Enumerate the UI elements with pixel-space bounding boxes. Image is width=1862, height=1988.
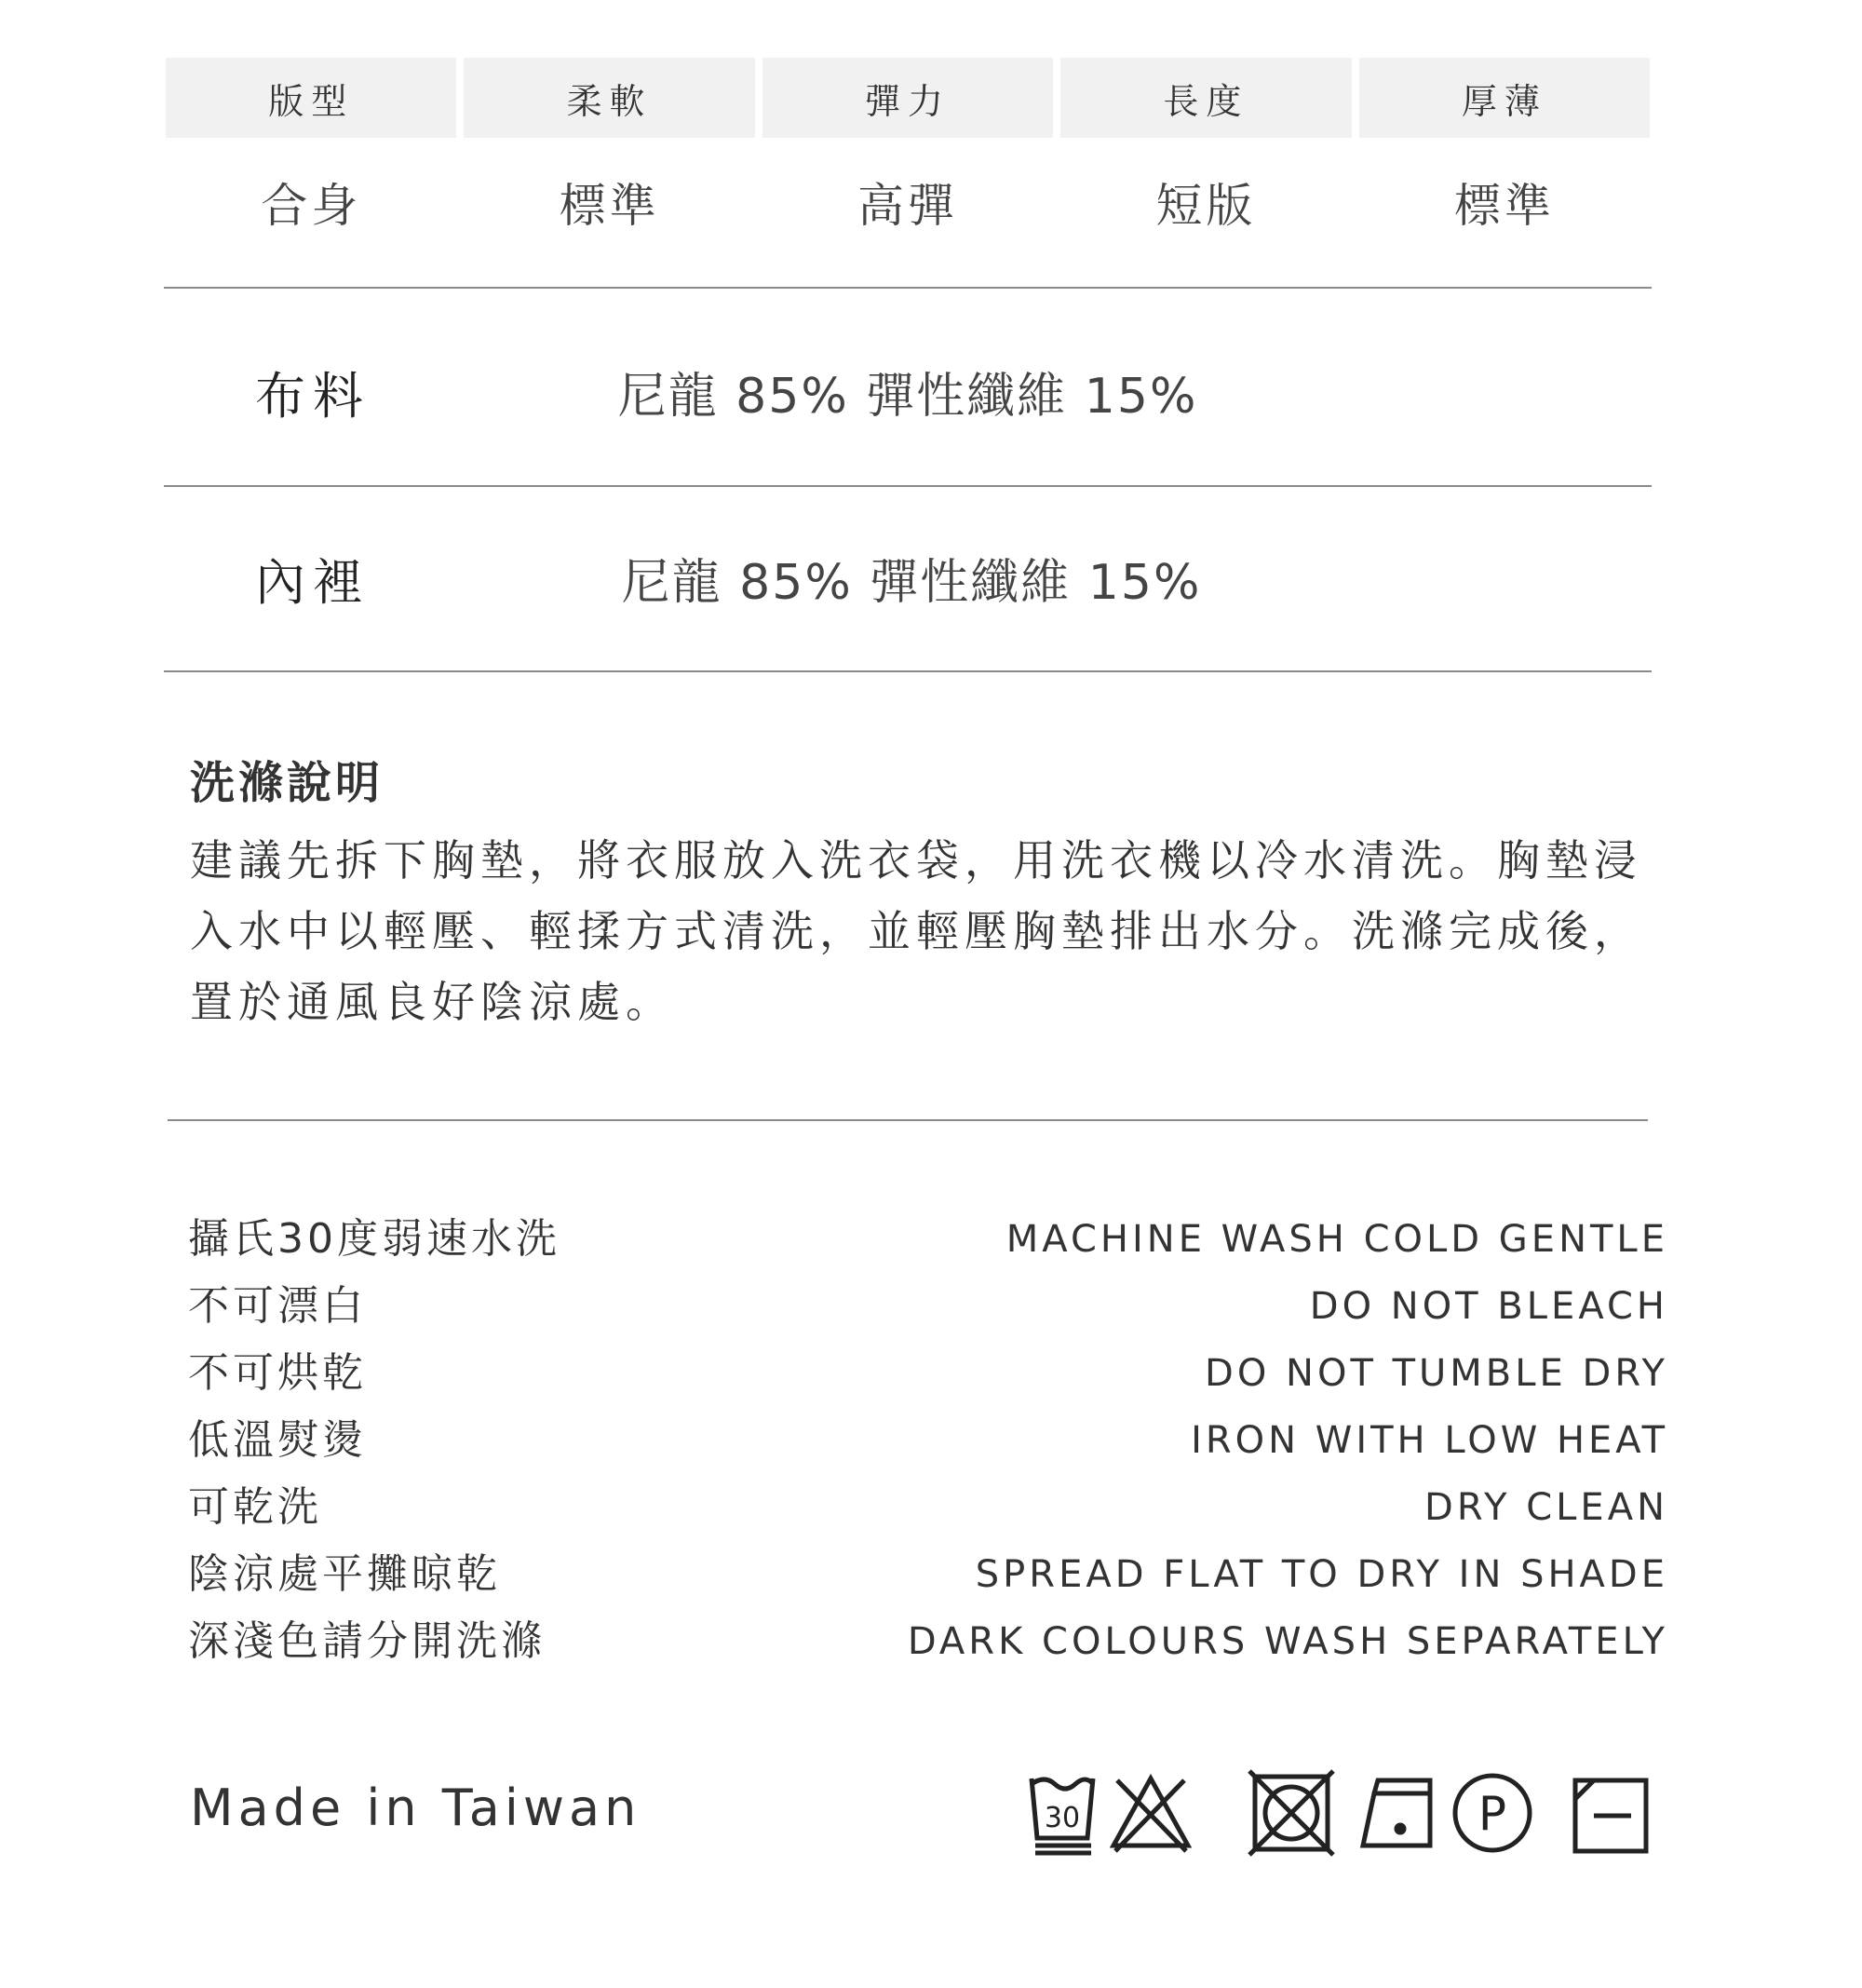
care-list-english [908,1206,1668,1675]
washing-title: 洗滌說明 [190,757,385,809]
care-item-en: MACHINE WASH COLD GENTLE [1005,1218,1668,1261]
fabric-label: 布料 [255,367,371,426]
washing-body: 建議先拆下胸墊，將衣服放入洗衣袋，用洗衣機以冷水清洗。胸墊浸入水中以輕壓、輕揉方式清洗，並輕壓胸墊排出水分。洗滌完成後，置於通風良好陰涼處。 [190,835,1642,1027]
divider [164,287,1652,289]
iron-low-icon [1363,1780,1430,1846]
attribute-value-length: 短版 [1155,179,1257,233]
lining-value: 尼龍 85% 彈性纖維 15% [621,555,1202,611]
wash-30-gentle-icon [1032,1778,1093,1853]
care-item-zh: 攝氏30度弱速水洗 [188,1215,560,1263]
care-item-en: SPREAD FLAT TO DRY IN SHADE [975,1553,1668,1596]
attribute-header-softness: 柔軟 [464,58,754,138]
fabric-value: 尼龍 85% 彈性纖維 15% [617,369,1198,425]
attribute-table [166,58,1650,266]
dry-clean-p-icon [1455,1776,1530,1850]
origin-label: Made in Taiwan [190,1778,641,1837]
care-item-zh: 深淺色請分開洗滌 [188,1617,546,1665]
divider [168,1119,1648,1121]
divider [164,670,1652,672]
attribute-value-softness: 標準 [559,179,660,233]
do-not-bleach-icon [1113,1778,1188,1851]
care-item-zh: 不可烘乾 [188,1349,367,1397]
care-symbols [1024,1767,1676,1857]
attribute-header-row [166,58,1650,138]
attribute-header-elasticity: 彈力 [762,58,1053,138]
care-item-zh: 陰涼處平攤晾乾 [188,1550,501,1598]
attribute-value-thickness: 標準 [1453,179,1555,233]
care-item-zh: 低溫熨燙 [188,1416,367,1464]
care-item-en: DRY CLEAN [1424,1486,1668,1529]
do-not-tumble-dry-icon [1249,1771,1333,1855]
care-item-en: DO NOT BLEACH [1309,1285,1668,1328]
lining-label: 內裡 [255,553,371,612]
wash-temp-label: 30 [1044,1802,1081,1834]
care-item-en: DARK COLOURS WASH SEPARATELY [907,1620,1668,1663]
lining-row [164,527,1652,639]
dry-clean-letter: P [1477,1787,1507,1841]
divider [164,485,1652,487]
care-list-chinese [188,1206,560,1675]
care-item-en: IRON WITH LOW HEAT [1191,1419,1668,1462]
attribute-value-fit: 合身 [261,179,362,233]
attribute-header-thickness: 厚薄 [1359,58,1650,138]
care-item-zh: 不可漂白 [188,1282,367,1330]
care-item-zh: 可乾洗 [188,1483,322,1531]
fabric-row [164,341,1652,453]
dry-flat-shade-icon [1575,1780,1646,1851]
attribute-header-length: 長度 [1060,58,1351,138]
care-item-en: DO NOT TUMBLE DRY [1205,1352,1668,1395]
attribute-header-fit: 版型 [166,58,456,138]
attribute-value-elasticity: 高彈 [857,179,959,233]
attribute-value-row [166,138,1650,266]
